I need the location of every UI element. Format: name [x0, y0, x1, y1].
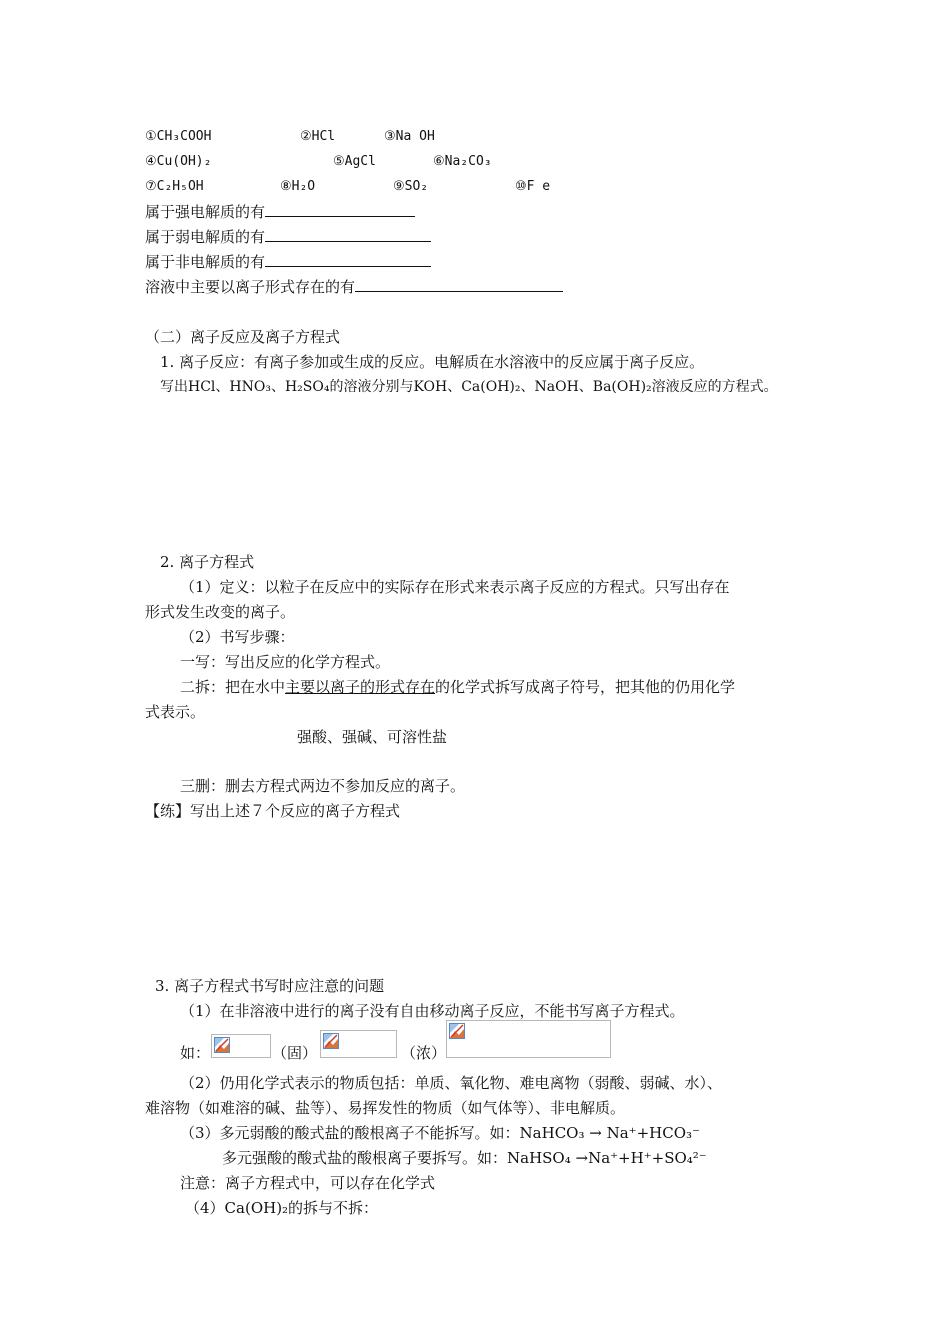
note-1: （1）在非溶液中进行的离子没有自由移动离子反应，不能书写离子方程式。 — [180, 1002, 685, 1020]
practice-prompt: 【练】写出上述７个反应的离子方程式 — [145, 802, 401, 820]
question-ion — [145, 277, 563, 297]
step-delete: 三删：删去方程式两边不参加反应的离子。 — [180, 777, 466, 795]
compound-item-2: ②HCl — [300, 129, 336, 144]
compound-item-1: ①CH₃COOH — [145, 129, 212, 144]
compound-item-10: ⑩F e — [515, 179, 551, 194]
section-heading: （二）离子反应及离子方程式 — [145, 328, 341, 346]
equation-image-1 — [211, 1034, 271, 1058]
compound-item-4: ④Cu(OH)₂ — [145, 154, 212, 169]
question-weak-text: 属于弱电解质的有 — [145, 228, 266, 246]
compound-item-5: ⑤AgCl — [333, 154, 376, 169]
equation-image-2 — [320, 1030, 397, 1058]
note-3-line-1: （3）多元弱酸的酸式盐的酸根离子不能拆写。如：NaHCO₃ → Na⁺+HCO₃⁻ — [180, 1124, 700, 1142]
step-split-note: 强酸、强碱、可溶性盐 — [297, 728, 448, 746]
task-write-equations: 写出HCl、HNO₃、H₂SO₄的溶液分别与KOH、Ca(OH)₂、NaOH、Ba(OH)₂溶液反应的方程式。 — [160, 379, 778, 395]
step-write: 一写：写出反应的化学方程式。 — [180, 653, 391, 671]
label-concentrated: （浓） — [401, 1044, 447, 1062]
paragraph-ion-reaction: 1. 离子反应：有离子参加或生成的反应。电解质在水溶液中的反应属于离子反应。 — [160, 353, 705, 371]
broken-image-icon — [449, 1023, 465, 1039]
example-label: 如： — [180, 1044, 211, 1062]
question-non-text: 属于非电解质的有 — [145, 253, 266, 271]
compound-item-8: ⑧H₂O — [280, 179, 316, 194]
question-strong — [145, 202, 415, 222]
answer-blank-non[interactable] — [265, 252, 431, 267]
step-split-post: 的化学式拆写成离子符号，把其他的仍用化学 — [435, 678, 736, 696]
paragraph-notes: 3. 离子方程式书写时应注意的问题 — [155, 977, 385, 995]
note-attention: 注意：离子方程式中，可以存在化学式 — [180, 1174, 436, 1192]
equation-image-3 — [446, 1020, 611, 1058]
note-2-line-1: （2）仍用化学式表示的物质包括：单质、氧化物、难电离物（弱酸、弱碱、水）、 — [180, 1074, 723, 1092]
question-non — [145, 252, 431, 272]
paragraph-ionic-equation: 2. 离子方程式 — [160, 553, 255, 571]
broken-image-icon — [214, 1037, 230, 1053]
question-ion-text: 溶液中主要以离子形式存在的有 — [145, 278, 356, 296]
note-2-line-2: 难溶物（如难溶的碱、盐等）、易挥发性的物质（如气体等）、非电解质。 — [145, 1099, 626, 1117]
definition-line-2: 形式发生改变的离子。 — [145, 603, 296, 621]
question-strong-text: 属于强电解质的有 — [145, 203, 266, 221]
answer-blank-strong[interactable] — [265, 202, 415, 217]
compound-item-7: ⑦C₂H₅OH — [145, 179, 204, 194]
step-split-continued: 式表示。 — [145, 703, 206, 721]
note-3-line-2: 多元强酸的酸式盐的酸根离子要拆写。如：NaHSO₄ →Na⁺+H⁺+SO₄²⁻ — [222, 1149, 707, 1167]
step-split-underlined: 主要以离子的形式存在 — [285, 678, 436, 696]
compound-item-6: ⑥Na₂CO₃ — [433, 154, 492, 169]
step-split-pre: 二拆：把在水中 — [180, 678, 286, 696]
definition-line-1: （1）定义：以粒子在反应中的实际存在形式来表示离子反应的方程式。只写出存在 — [180, 578, 730, 596]
step-split — [180, 677, 735, 697]
answer-blank-weak[interactable] — [265, 227, 431, 242]
note-4: （4）Ca(OH)₂的拆与不拆： — [185, 1199, 379, 1217]
compound-item-9: ⑨SO₂ — [393, 179, 429, 194]
broken-image-icon — [323, 1033, 339, 1049]
steps-heading: （2）书写步骤： — [180, 628, 295, 646]
answer-blank-ion[interactable] — [355, 277, 563, 292]
compound-item-3: ③Na OH — [384, 129, 435, 144]
question-weak — [145, 227, 431, 247]
label-solid: （固） — [272, 1044, 318, 1062]
